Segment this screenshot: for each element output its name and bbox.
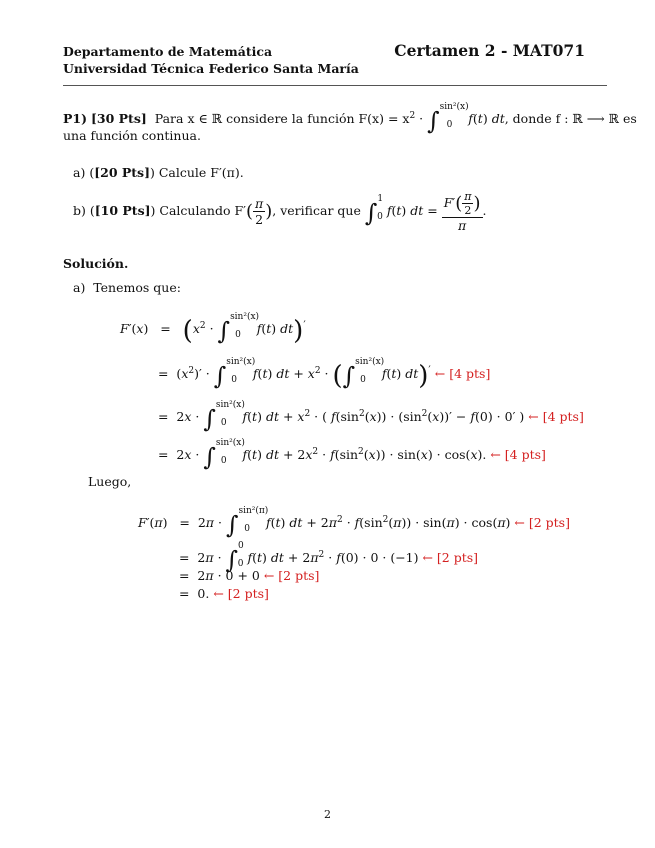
problem-intro-end: , donde f : ℝ ⟶ ℝ es — [504, 111, 637, 126]
points-annotation: ← [2 pts] — [213, 586, 269, 601]
problem-statement-line1: P1) [30 Pts] Para x ∈ ℝ considere la función $F(x) = x^2 \cdot \int^{sin^2(x)}_0$ f(t) dt, donde f : ℝ ⟶ ℝ es — [63, 102, 637, 135]
header-divider — [63, 85, 607, 86]
part-a-statement: a) ([20 Pts]) Calcule F′(π). — [73, 165, 244, 180]
derivation-pi-line-2: = 2π · ∫$^0_0$ f(t) dt + $2\pi^2 \cdot f(0) \cdot 0 \cdot (-1)$ ← [2 pts] — [179, 541, 479, 574]
solution-heading: Solución. — [63, 256, 129, 271]
derivation-pi-line-4: = 0. ← [2 pts] — [179, 586, 269, 601]
problem-points: [30 Pts] — [91, 111, 147, 126]
part-b-statement: b) ([10 Pts]) Calculando F′( $\frac{\pi}{2}$ ), verificar que ∫$^1_0$ f(t) dt = F′( $\frac{\pi}{2}$ ) π . — [73, 190, 487, 233]
points-annotation: ← [2 pts] — [422, 550, 479, 565]
points-annotation: ← [4 pts] — [528, 409, 584, 424]
derivation-line-3: = 2x · ∫$^{sin^2(x)}_0$ f(t) dt + $x^2$ · ( $f(\sin^2(x)) \cdot (\sin^2(x))' - f(0) \cdot 0'$ ) ← [4 pts] — [158, 400, 584, 433]
luego-text: Luego, — [88, 474, 132, 489]
derivation-line-2: = $(x^2)' \cdot \int^{sin^2(x)}_0$ f(t) dt + $x^2 \cdot (\int^{sin^2(x)}_0$ f(t) dt)′ ← [4 pts] — [158, 357, 491, 391]
points-annotation: ← [4 pts] — [434, 366, 491, 381]
exam-title: Certamen 2 - MAT071 — [394, 41, 585, 60]
department-header — [63, 43, 359, 77]
derivation-line-1: $F'(x) = (x^2 \cdot \int^{sin^2(x)}_0$ f(t) dt)′ — [120, 312, 306, 346]
points-annotation: ← [2 pts] — [263, 568, 320, 583]
problem-statement-line2: una función continua. — [63, 128, 201, 143]
problem-label: P1) — [63, 111, 88, 126]
department-name: Departamento de Matemática — [63, 44, 273, 59]
derivation-line-4: = 2x · ∫$^{sin^2(x)}_0$ f(t) dt + $2x^2 \cdot f(\sin^2(x)) \cdot \sin(x) \cdot \cos(x)$. ← [4 pts] — [158, 438, 546, 471]
problem-intro: Para x ∈ ℝ considere la función F(x) = x — [154, 111, 410, 126]
points-annotation: ← [4 pts] — [490, 447, 546, 462]
solution-part-a-intro: a) Tenemos que: — [73, 280, 181, 295]
page-number: 2 — [324, 808, 331, 821]
points-annotation: ← [2 pts] — [514, 515, 570, 530]
derivation-pi-line-3: = 2π · 0 + 0 ← [2 pts] — [179, 568, 320, 583]
university-name: Universidad Técnica Federico Santa María — [63, 61, 359, 76]
derivation-pi-line-1: F′(π) = 2π · ∫$^{sin^2(\pi)}_0$ f(t) dt + $2\pi^2 \cdot f(\sin^2(\pi)) \cdot \sin(\pi) \cdot \cos(\pi)$ ← [2 pts] — [138, 506, 570, 539]
